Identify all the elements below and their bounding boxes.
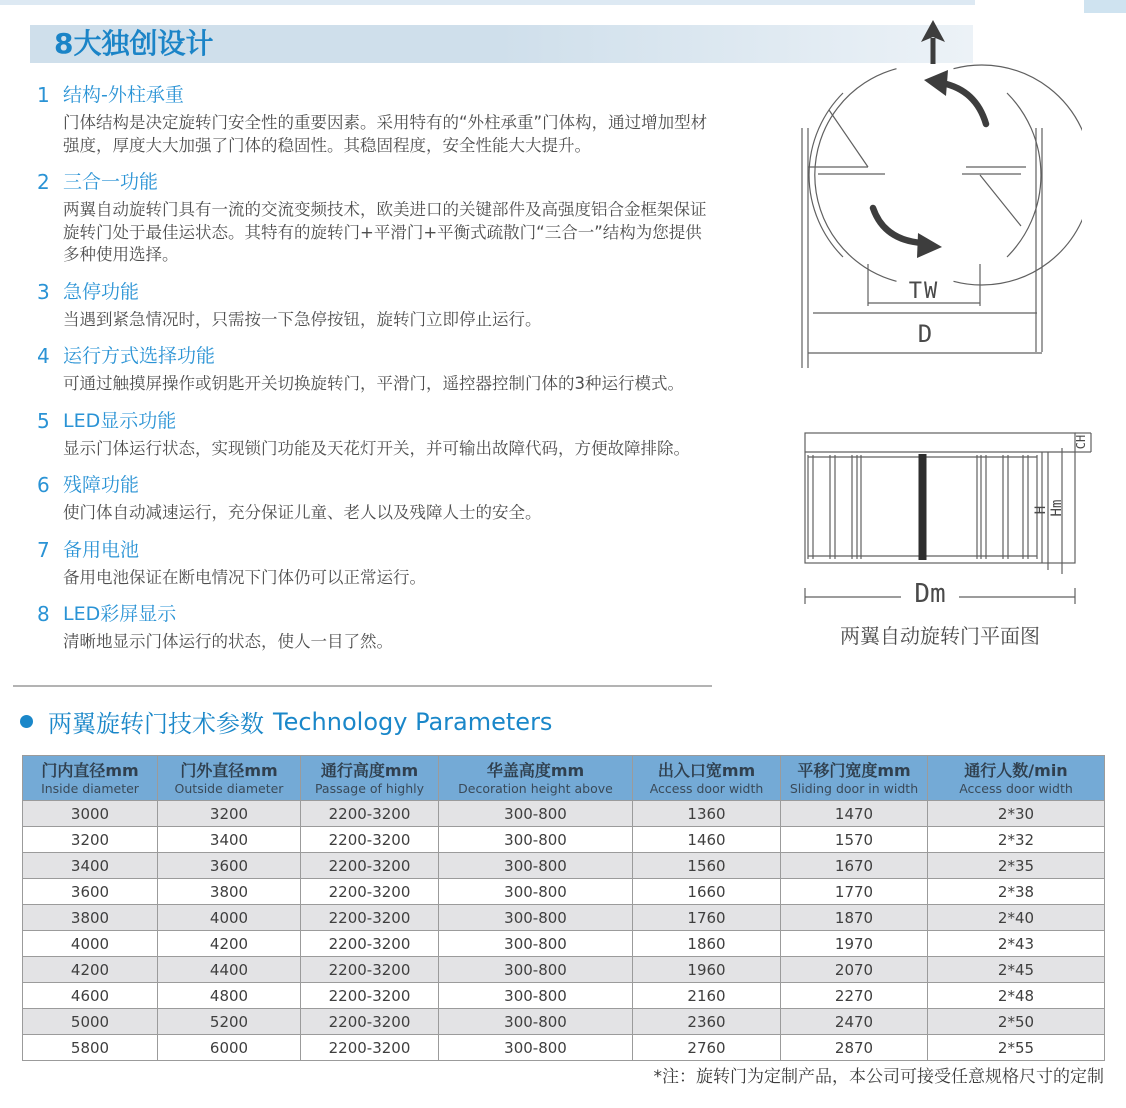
feature-text: 当遇到紧急情况时，只需按一下急停按钮，旋转门立即停止运行。 <box>63 309 542 329</box>
table-header-cell <box>301 756 439 801</box>
table-cell: 2200-3200 <box>301 801 439 827</box>
table-cell: 1870 <box>781 905 928 931</box>
section-divider <box>13 685 712 687</box>
table-cell: 4000 <box>158 905 301 931</box>
header-label-zh: 门外直径mm <box>180 761 278 780</box>
header-label-en: Inside diameter <box>41 781 139 796</box>
table-cell: 300-800 <box>439 957 633 983</box>
header-label-zh: 出入口宽mm <box>657 761 756 780</box>
feature-item <box>37 472 715 525</box>
rotation-arrow-bottom-icon <box>873 208 942 258</box>
feature-number: 3 <box>37 279 50 304</box>
header-label-en: Sliding door in width <box>789 781 919 796</box>
table-cell: 300-800 <box>439 801 633 827</box>
dimension-tw <box>868 264 980 306</box>
table-cell: 1460 <box>633 827 781 853</box>
table-row <box>23 957 1105 983</box>
header-label-zh: 通行人数/min <box>964 761 1068 780</box>
feature-list <box>37 82 715 666</box>
feature-text: 可通过触摸屏操作或钥匙开关切换旋转门，平滑门，遥控器控制门体的3种运行模式。 <box>63 374 684 393</box>
bullet-icon <box>20 715 33 728</box>
dimension-d <box>808 313 1042 353</box>
dim-label-dm: Dm <box>914 579 946 608</box>
feature-title: LED显示功能 <box>63 409 177 432</box>
feature-text: 备用电池保证在断电情况下门体仍可以正常运行。 <box>63 567 426 587</box>
table-footnote: *注：旋转门为定制产品，本公司可接受任意规格尺寸的定制 <box>653 1067 1104 1087</box>
diagram-caption: 两翼自动旋转门平面图 <box>840 624 1040 648</box>
left-mullions <box>808 455 861 559</box>
table-row <box>23 1035 1105 1061</box>
table-header-row <box>23 756 1105 801</box>
table-header-cell <box>781 756 928 801</box>
dim-label-d: D <box>917 320 933 348</box>
table-cell: 2870 <box>781 1035 928 1061</box>
page-corner-tab <box>1084 0 1126 13</box>
table-cell: 2*35 <box>928 853 1105 879</box>
table-cell: 4000 <box>23 931 158 957</box>
table-cell: 2*55 <box>928 1035 1105 1061</box>
feature-title: 残障功能 <box>63 474 140 496</box>
table-cell: 1670 <box>781 853 928 879</box>
table-cell: 4200 <box>158 931 301 957</box>
table-row <box>23 1009 1105 1035</box>
section-title <box>20 704 552 739</box>
feature-number: 7 <box>37 537 50 562</box>
table-cell: 1760 <box>633 905 781 931</box>
table-cell: 5800 <box>23 1035 158 1061</box>
feature-text: 清晰地显示门体运行的状态，使人一目了然。 <box>63 632 393 651</box>
feature-number: 2 <box>37 170 50 194</box>
table-row <box>23 801 1105 827</box>
header-label-zh: 通行高度mm <box>320 761 419 780</box>
feature-item <box>37 169 715 267</box>
table-row <box>23 879 1105 905</box>
feature-number: 4 <box>37 344 50 368</box>
table-cell: 2*30 <box>928 801 1105 827</box>
table-cell: 4400 <box>158 957 301 983</box>
table-cell: 2*38 <box>928 879 1105 905</box>
table-cell: 5000 <box>23 1009 158 1035</box>
table-cell: 3800 <box>158 879 301 905</box>
table-body <box>23 801 1105 1061</box>
table-header-cell <box>633 756 781 801</box>
feature-number: 5 <box>37 408 50 433</box>
table-row <box>23 931 1105 957</box>
header-label-en: Access door width <box>649 781 764 796</box>
table-cell: 1970 <box>781 931 928 957</box>
rotation-arrow-top-icon <box>924 70 986 124</box>
top-accent-strip <box>0 0 975 5</box>
elevation-diagram <box>795 428 1095 608</box>
feature-title: 结构-外柱承重 <box>63 84 184 106</box>
table-row <box>23 983 1105 1009</box>
section-title-zh: 两翼旋转门技术参数 <box>48 710 264 738</box>
table-header-cell <box>23 756 158 801</box>
center-post <box>919 454 927 560</box>
table-cell: 6000 <box>158 1035 301 1061</box>
table-cell: 300-800 <box>439 905 633 931</box>
table-row <box>23 827 1105 853</box>
table-cell: 2160 <box>633 983 781 1009</box>
dim-label-h: H <box>1033 505 1049 515</box>
feature-text: 使门体自动减速运行，充分保证儿童、老人以及残障人士的安全。 <box>63 503 542 522</box>
table-cell: 2200-3200 <box>301 931 439 957</box>
dim-label-hm: Hm <box>1049 499 1065 517</box>
feature-item <box>37 408 715 461</box>
feature-title: 三合一功能 <box>63 171 159 193</box>
dimension-ch <box>1074 433 1091 452</box>
table-header-cell <box>928 756 1105 801</box>
table-cell: 1770 <box>781 879 928 905</box>
table-header-cell <box>158 756 301 801</box>
table-cell: 3000 <box>23 801 158 827</box>
right-mullions <box>977 455 1037 559</box>
table-cell: 2*43 <box>928 931 1105 957</box>
table-cell: 2*40 <box>928 905 1105 931</box>
table-header-cell <box>439 756 633 801</box>
table-cell: 300-800 <box>439 853 633 879</box>
table-cell: 1360 <box>633 801 781 827</box>
table-cell: 2200-3200 <box>301 1035 439 1061</box>
feature-title: LED彩屏显示 <box>63 603 177 625</box>
table-cell: 3400 <box>23 853 158 879</box>
table-cell: 2*48 <box>928 983 1105 1009</box>
feature-number: 8 <box>37 602 50 626</box>
right-wing <box>962 167 1026 226</box>
up-arrow-icon <box>921 20 945 64</box>
header-label-en: Decoration height above <box>458 781 613 796</box>
feature-item <box>37 601 715 654</box>
table-cell: 2*32 <box>928 827 1105 853</box>
feature-title: 运行方式选择功能 <box>63 345 216 367</box>
table-cell: 2200-3200 <box>301 853 439 879</box>
table-cell: 1470 <box>781 801 928 827</box>
table-cell: 4200 <box>23 957 158 983</box>
dimension-dm <box>805 579 1075 608</box>
table-cell: 4800 <box>158 983 301 1009</box>
plan-view-diagram <box>790 12 1082 374</box>
feature-item <box>37 279 715 332</box>
table-cell: 300-800 <box>439 1009 633 1035</box>
feature-number: 1 <box>37 83 50 107</box>
header-label-zh: 门内直径mm <box>41 761 139 780</box>
parameters-table <box>22 755 1105 1061</box>
table-row <box>23 853 1105 879</box>
table-cell: 2200-3200 <box>301 879 439 905</box>
table-cell: 1570 <box>781 827 928 853</box>
table-cell: 1960 <box>633 957 781 983</box>
table-cell: 2200-3200 <box>301 983 439 1009</box>
feature-item <box>37 537 715 590</box>
header-label-en: Outside diameter <box>174 781 284 796</box>
table-cell: 3200 <box>158 801 301 827</box>
feature-item <box>37 343 715 396</box>
table-cell: 300-800 <box>439 931 633 957</box>
table-row <box>23 905 1105 931</box>
header-label-en: Passage of highly <box>314 781 425 796</box>
table-cell: 2200-3200 <box>301 905 439 931</box>
table-cell: 3200 <box>23 827 158 853</box>
feature-title: 急停功能 <box>63 280 140 303</box>
dim-label-tw: TW <box>908 279 940 304</box>
table-cell: 300-800 <box>439 1035 633 1061</box>
table-cell: 1860 <box>633 931 781 957</box>
feature-title: 备用电池 <box>63 538 140 561</box>
table-cell: 2200-3200 <box>301 957 439 983</box>
feature-number: 6 <box>37 473 50 497</box>
header-label-en: Access door width <box>959 781 1073 796</box>
feature-text: 两翼自动旋转门具有一流的交流变频技术，欧美进口的关键部件及高强度铝合金框架保证旋转门处于最佳运状态。其特有的旋转门+平滑门+平衡式疏散门“三合一”结构为您提供多种使用选择。 <box>63 200 707 264</box>
header-label-zh: 华盖高度mm <box>486 761 585 780</box>
table-cell: 300-800 <box>439 827 633 853</box>
table-cell: 3400 <box>158 827 301 853</box>
table-cell: 3800 <box>23 905 158 931</box>
table-cell: 4600 <box>23 983 158 1009</box>
table-cell: 300-800 <box>439 879 633 905</box>
table-cell: 1560 <box>633 853 781 879</box>
table-cell: 3600 <box>158 853 301 879</box>
section-title-en: Technology Parameters <box>273 707 553 736</box>
table-cell: 5200 <box>158 1009 301 1035</box>
feature-text: 显示门体运行状态，实现锁门功能及天花灯开关，并可输出故障代码，方便故障排除。 <box>63 438 690 458</box>
table-cell: 2360 <box>633 1009 781 1035</box>
table-cell: 2070 <box>781 957 928 983</box>
table-cell: 3600 <box>23 879 158 905</box>
table-cell: 2760 <box>633 1035 781 1061</box>
feature-item <box>37 82 715 157</box>
table-cell: 2270 <box>781 983 928 1009</box>
table-cell: 2200-3200 <box>301 1009 439 1035</box>
page-title: 8大独创设计 <box>54 27 214 60</box>
dim-label-ch: CH <box>1074 434 1088 450</box>
table-cell: 2*50 <box>928 1009 1105 1035</box>
table-cell: 300-800 <box>439 983 633 1009</box>
table-cell: 2*45 <box>928 957 1105 983</box>
header-label-zh: 平移门宽度mm <box>797 761 911 780</box>
table-cell: 2470 <box>781 1009 928 1035</box>
table-cell: 1660 <box>633 879 781 905</box>
table-cell: 2200-3200 <box>301 827 439 853</box>
feature-text: 门体结构是决定旋转门安全性的重要因素。采用特有的“外柱承重”门体构，通过增加型材强度，厚度大大加强了门体的稳固性。其稳固程度，安全性能大大提升。 <box>63 113 708 155</box>
